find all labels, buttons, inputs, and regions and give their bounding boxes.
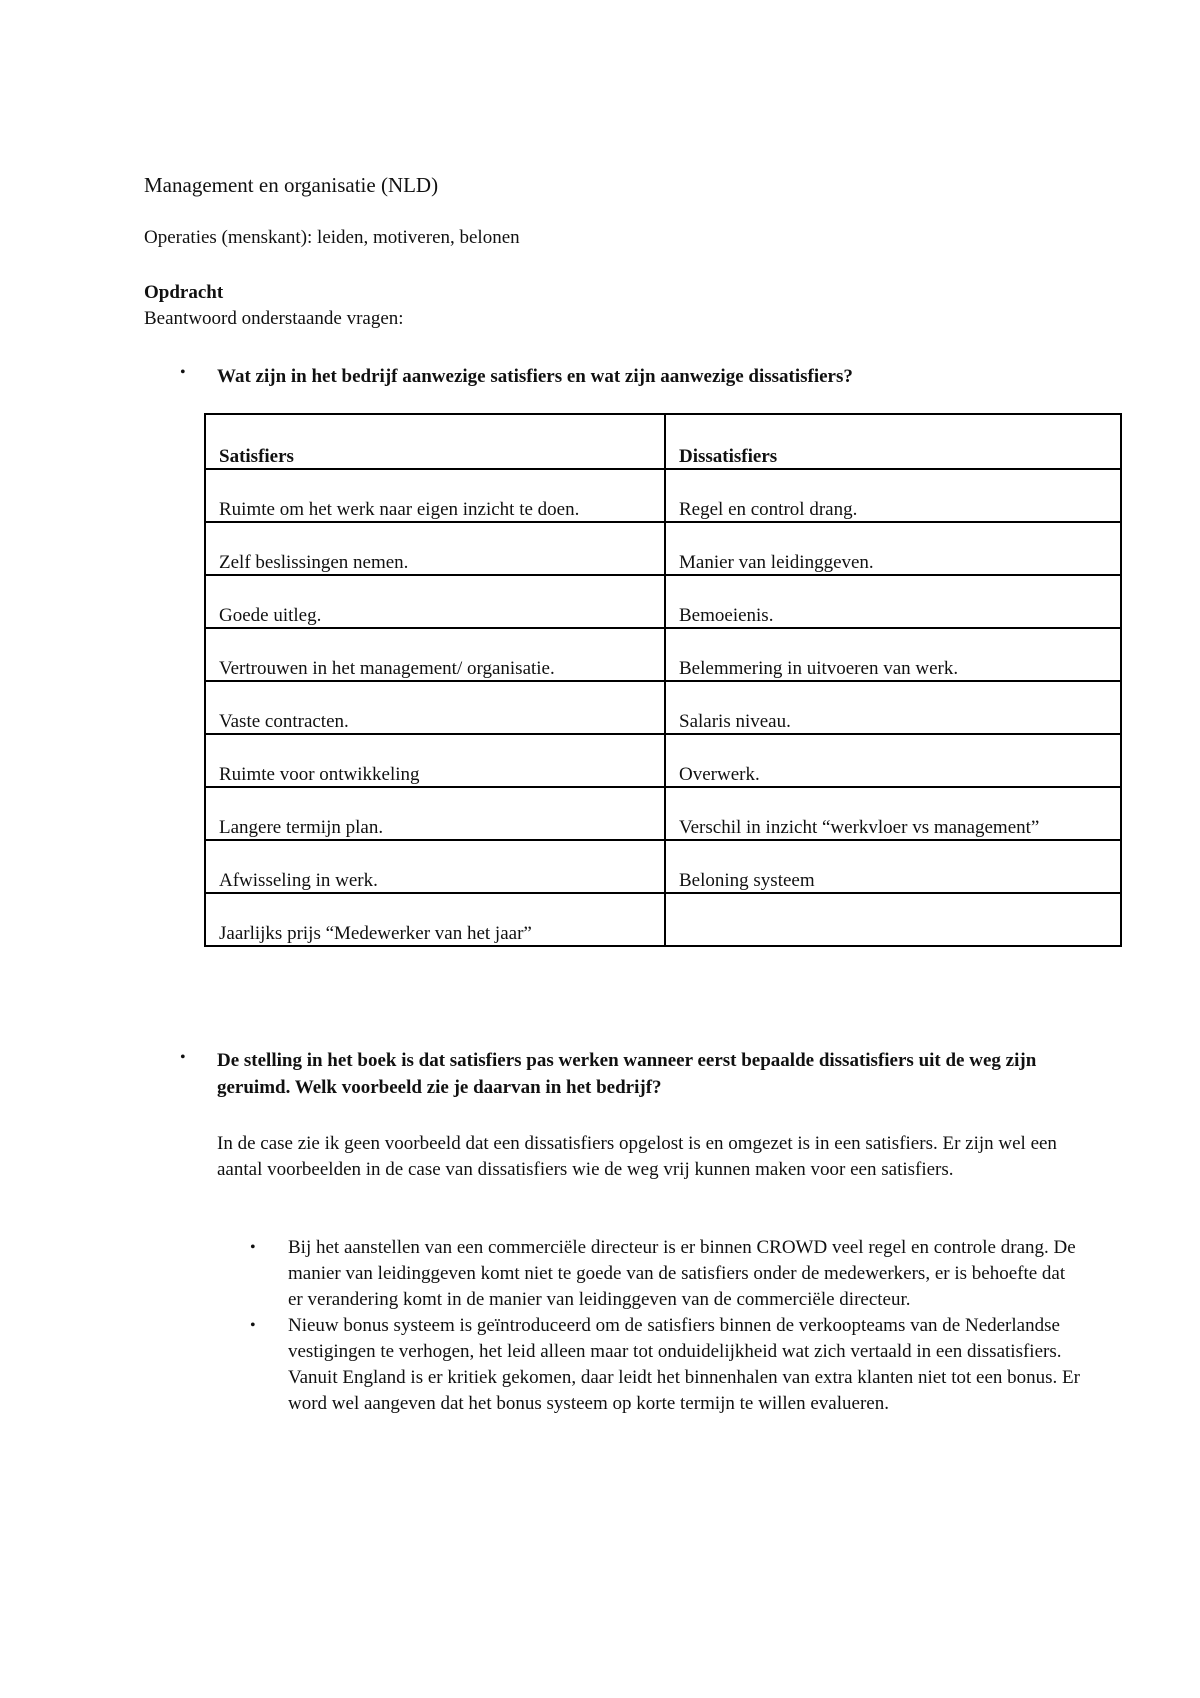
table-row [205,787,1121,840]
satisfier-cell: Vertrouwen in het management/ organisatie. [205,628,665,681]
table-row [205,522,1121,575]
table-row [205,893,1121,946]
assignment-instruction: Beantwoord onderstaande vragen: [144,308,404,329]
satisfier-cell: Afwisseling in werk. [205,840,665,893]
satisfier-cell: Zelf beslissingen nemen. [205,522,665,575]
table-row [205,628,1121,681]
table-row [205,840,1121,893]
table-row [205,469,1121,522]
dissatisfier-cell: Bemoeienis. [665,575,1121,628]
table-row [205,681,1121,734]
table-row [205,734,1121,787]
satisfier-cell: Ruimte om het werk naar eigen inzicht te doen. [205,469,665,522]
dissatisfier-cell: Belemmering in uitvoeren van werk. [665,628,1121,681]
example-list [250,1235,1080,1417]
dissatisfier-cell [665,893,1121,946]
table-header-row [205,414,1121,469]
header-dissatisfiers: Dissatisfiers [665,414,1121,469]
answer-paragraph: In de case zie ik geen voorbeeld dat een dissatisfiers opgelost is en omgezet is in een satisfiers. Er zijn wel een aantal voorbeelden in de case van dissatisfiers wie de weg vrij kunnen maken voor een satisfiers. [217,1133,1057,1180]
bullet-icon: • [180,1049,186,1066]
list-item [250,1235,1080,1313]
dissatisfier-cell: Regel en control drang. [665,469,1121,522]
satisfiers-table [204,413,1122,947]
satisfier-cell: Langere termijn plan. [205,787,665,840]
satisfier-cell: Ruimte voor ontwikkeling [205,734,665,787]
document-subtitle: Operaties (menskant): leiden, motiveren, belonen [144,227,520,248]
list-item-text: Nieuw bonus systeem is geïntroduceerd om de satisfiers binnen de verkoopteams van de Nederlandse vestigingen te verhogen, het leid alleen maar tot onduidelijkheid wat zich vertaald in een dissatisfiers. Vanuit England is er kritiek gekomen, daar leidt het binnenhalen van extra klanten niet tot een bonus. Er word wel aangeven dat het bonus systeem op korte termijn te willen evalueren. [288,1315,1080,1414]
dissatisfier-cell: Verschil in inzicht “werkvloer vs management” [665,787,1121,840]
dissatisfier-cell: Beloning systeem [665,840,1121,893]
list-item-text: Bij het aanstellen van een commerciële directeur is er binnen CROWD veel regel en controle drang. De manier van leidinggeven komt niet te goede van de satisfiers onder de medewerkers, er is behoefte dat er verandering komt in de manier van leidinggeven van de commerciële directeur. [288,1237,1076,1310]
list-item [250,1313,1080,1417]
satisfier-cell: Goede uitleg. [205,575,665,628]
question-1: Wat zijn in het bedrijf aanwezige satisfiers en wat zijn aanwezige dissatisfiers? [217,366,853,387]
dissatisfier-cell: Salaris niveau. [665,681,1121,734]
header-satisfiers: Satisfiers [205,414,665,469]
satisfier-cell: Vaste contracten. [205,681,665,734]
dissatisfier-cell: Manier van leidinggeven. [665,522,1121,575]
question-2: De stelling in het boek is dat satisfiers pas werken wanneer eerst bepaalde dissatisfiers uit de weg zijn geruimd. Welk voorbeeld zie je daarvan in het bedrijf? [217,1050,1037,1098]
bullet-icon: • [250,1317,256,1334]
document-title: Management en organisatie (NLD) [144,173,439,197]
bullet-icon: • [250,1239,256,1256]
dissatisfier-cell: Overwerk. [665,734,1121,787]
table-row [205,575,1121,628]
bullet-icon: • [180,364,186,381]
satisfier-cell: Jaarlijks prijs “Medewerker van het jaar” [205,893,665,946]
assignment-heading: Opdracht [144,282,224,303]
